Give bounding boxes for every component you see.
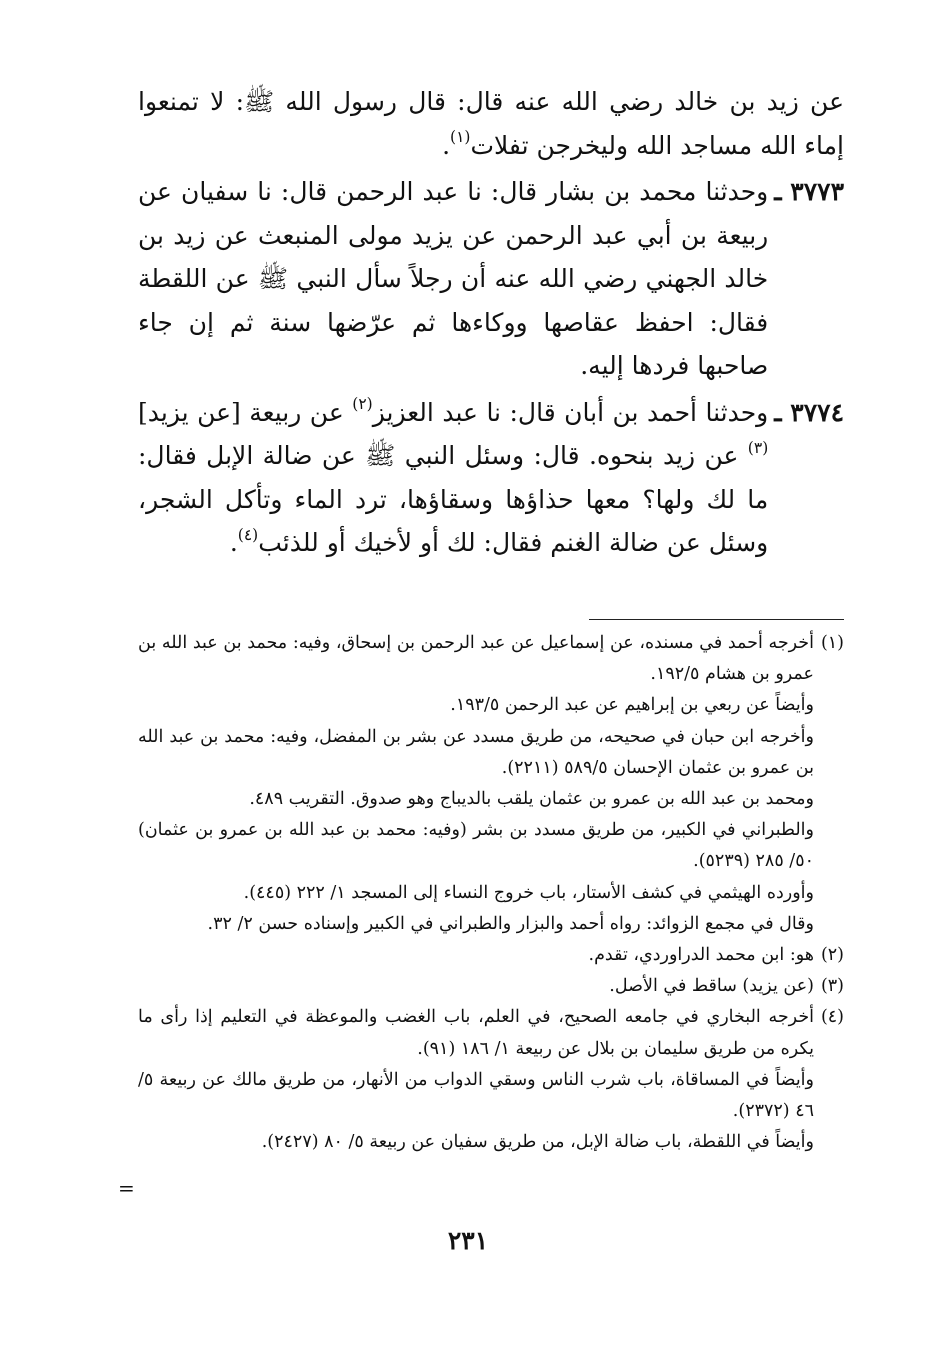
intro-end: . <box>442 130 451 160</box>
footnote-separator <box>589 619 844 620</box>
hadith-text-part: وحدثنا أحمد بن أبان قال: نا عبد العزيز <box>372 397 769 427</box>
intro-paragraph <box>138 80 844 167</box>
footnote-body <box>138 971 814 1002</box>
footnotes <box>138 628 844 1158</box>
footnote-2 <box>138 940 844 971</box>
footnote-line: والطبراني في الكبير، من طريق مسدد بن بشر (وفيه: محمد بن عبد الله بن عمرو بن عثمان) ٥٠/ ٢٨٥ (٥٢٣٩). <box>138 820 814 872</box>
footnote-number: (٢) <box>820 945 844 966</box>
footnote-line: وقال في مجمع الزوائد: رواه أحمد والبزار والطبراني في الكبير وإسناده حسن ٢/ ٣٢. <box>207 913 814 934</box>
footnote-line: وأيضاً في اللقطة، باب ضالة الإبل، من طريق سفيان عن ربيعة ٥/ ٨٠ (٢٤٢٧). <box>261 1132 814 1153</box>
footnote-line: وأيضاً عن ربعي بن إبراهيم عن عبد الرحمن ١٩٣/٥. <box>450 695 814 716</box>
intro-text: عن زيد بن خالد رضي الله عنه قال: قال رسول الله ﷺ: لا تمنعوا إماء الله مساجد الله وليخرجن تفلات <box>138 87 844 160</box>
footnote-line: أخرجه أحمد في مسنده، عن إسماعيل عن عبد الرحمن بن إسحاق، وفيه: محمد بن عبد الله بن عمرو بن هشام ١٩٢/٥. <box>138 633 814 685</box>
footnote-number: (١) <box>820 633 844 653</box>
hadith-number: ٣٧٧٤ ـ <box>774 397 844 427</box>
footnote-line: هو: ابن محمد الدراوردي، تقدم. <box>588 945 814 966</box>
footnote-line: وأخرجه ابن حبان في صحيحه، من طريق مسدد عن بشر بن المفضل، وفيه: محمد بن عبد الله بن عمرو بن عثمان الإحسان ٥٨٩/٥ (٢٢١١). <box>138 726 814 778</box>
footnote-line: (عن يزيد) ساقط في الأصل. <box>609 976 814 997</box>
hadith-text <box>138 391 768 565</box>
footnote-body <box>138 1002 814 1158</box>
hadith-3773 <box>138 170 844 388</box>
main-text <box>138 80 844 565</box>
hadith-text-part: عن ربيعة [عن يزيد] <box>138 397 353 427</box>
footnote-number: (٣) <box>820 976 844 997</box>
hadith-text: وحدثنا محمد بن بشار قال: نا عبد الرحمن قال: نا سفيان عن ربيعة بن أبي عبد الرحمن عن يزيد مولى المنبعث عن زيد بن خالد الجهني رضي الله عنه أن رجلاً سأل النبي ﷺ عن اللقطة فقال: احفظ عقاصها ووكاءها ثم عرّضها سنة ثم إن جاء صاحبها فردها إليه. <box>138 177 769 380</box>
footnote-body <box>138 628 814 940</box>
footnote-line: أخرجه البخاري في جامعه الصحيح، في العلم، باب الغضب والموعظة في التعليم إذا رأى ما يكره من طريق سليمان بن بلال عن ربيعة ١/ ١٨٦ (٩١). <box>138 1007 814 1059</box>
page-number: ٢٣١ <box>447 1226 489 1255</box>
footnote-ref-1: (١) <box>450 128 471 147</box>
hadith-end: . <box>229 528 238 557</box>
hadith-text-part: عن زيد بنحوه. قال: وسئل النبي ﷺ عن ضالة الإبل فقال: ما لك ولها؟ معها حذاؤها وسقاؤها، ترد الماء وتأكل الشجر، وسئل عن ضالة الغنم فقال: لك أو لأخيك أو للذئب <box>138 441 769 557</box>
footnote-4 <box>138 1002 844 1158</box>
footnote-1 <box>138 628 844 940</box>
footnote-line: وأيضاً في المساقاة، باب شرب الناس وسقي الدواب من الأنهار، من طريق مالك عن ربيعة ٥/ ٤٦ (٢٣٧٢). <box>138 1069 814 1122</box>
footnote-ref-3: (٣) <box>747 438 769 457</box>
footnote-number: (٤) <box>820 1007 844 1028</box>
footnote-ref-2: (٢) <box>352 395 373 414</box>
hadith-number: ٣٧٧٣ ـ <box>774 177 844 206</box>
continuation-mark: = <box>118 1176 135 1200</box>
footnote-body <box>138 940 814 971</box>
footnote-line: وأورده الهيثمي في كشف الأستار، باب خروج النساء إلى المسجد ١/ ٢٢٢ (٤٤٥). <box>243 882 814 903</box>
hadith-3774 <box>138 391 844 565</box>
footnote-ref-4: (٤) <box>237 525 259 544</box>
footnote-3 <box>138 971 844 1002</box>
footnote-line: ومحمد بن عبد الله بن عمرو بن عثمان يلقب بالديباج وهو صدوق. التقريب ٤٨٩. <box>249 789 814 810</box>
